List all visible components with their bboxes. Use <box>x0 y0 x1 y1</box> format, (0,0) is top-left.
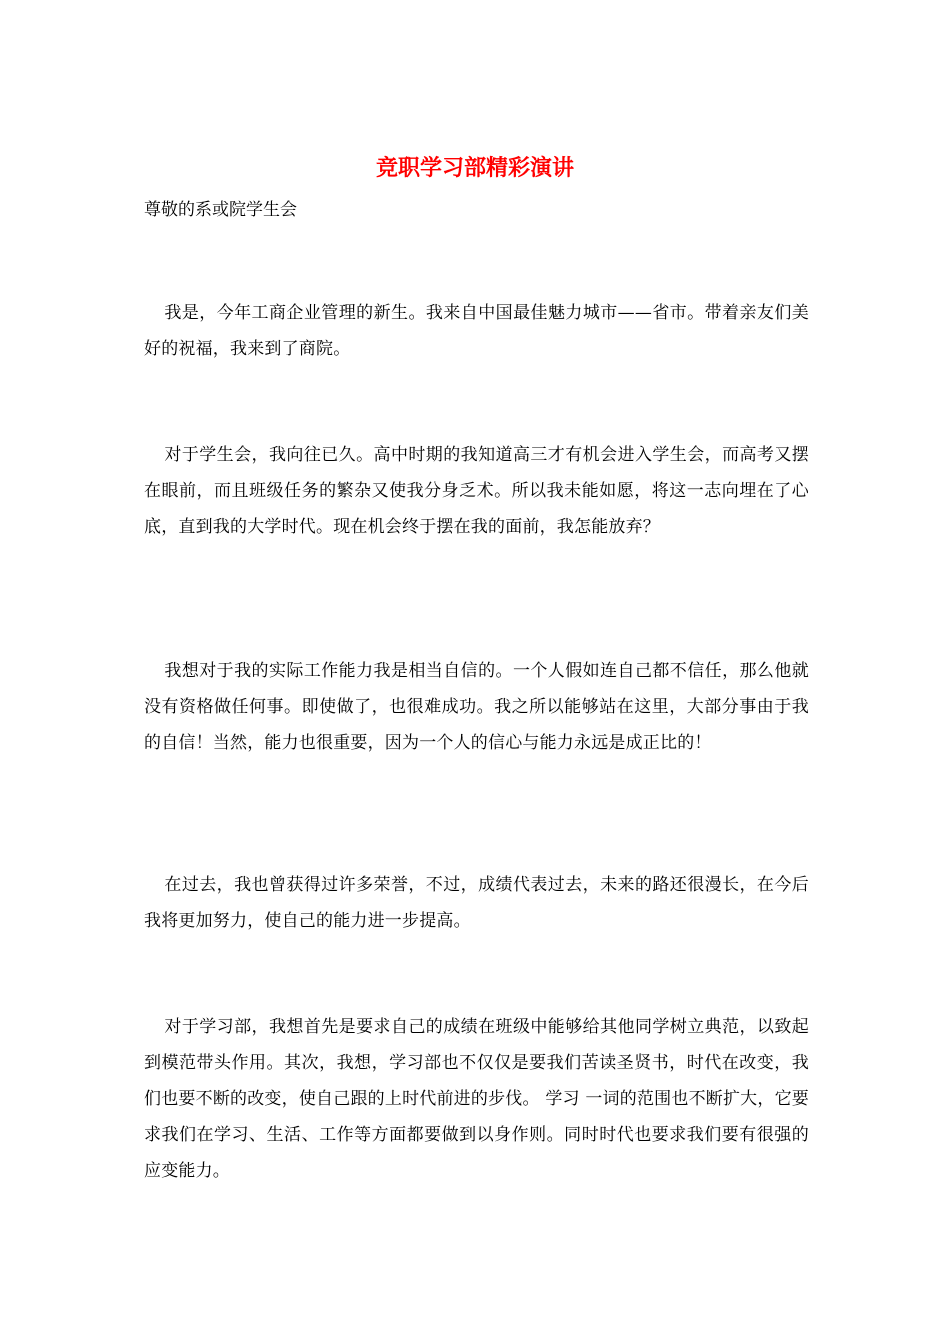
paragraph-3: 我想对于我的实际工作能力我是相当自信的。一个人假如连自己都不信任，那么他就没有资格做任何事。即使做了，也很难成功。我之所以能够站在这里，大部分事由于我的自信！当然，能力也很重要，因为一个人的信心与能力永远是成正比的！ <box>144 661 809 753</box>
document-title: 竞职学习部精彩演讲 <box>375 155 574 181</box>
paragraph-4: 在过去，我也曾获得过许多荣誉，不过，成绩代表过去，未来的路还很漫长，在今后我将更加努力，使自己的能力进一步提高。 <box>144 875 809 931</box>
paragraph-1: 我是，今年工商企业管理的新生。我来自中国最佳魅力城市——省市。带着亲友们美好的祝福，我来到了商院。 <box>144 303 809 359</box>
greeting-line: 尊敬的系或院学生会 <box>144 200 297 220</box>
paragraph-5: 对于学习部，我想首先是要求自己的成绩在班级中能够给其他同学树立典范，以致起到模范带头作用。其次，我想，学习部也不仅仅是要我们苦读圣贤书，时代在改变，我们也要不断的改变，使自己跟的上时代前进的步伐。 学习 一词的范围也不断扩大，它要求我们在学习、生活、工作等方面都要做到以身作则。同时时代也要求我们要有很强的应变能力。 <box>144 1017 809 1181</box>
paragraph-2: 对于学生会，我向往已久。高中时期的我知道高三才有机会进入学生会，而高考又摆在眼前，而且班级任务的繁杂又使我分身乏术。所以我未能如愿，将这一志向埋在了心底，直到我的大学时代。现在机会终于摆在我的面前，我怎能放弃？ <box>144 445 809 537</box>
